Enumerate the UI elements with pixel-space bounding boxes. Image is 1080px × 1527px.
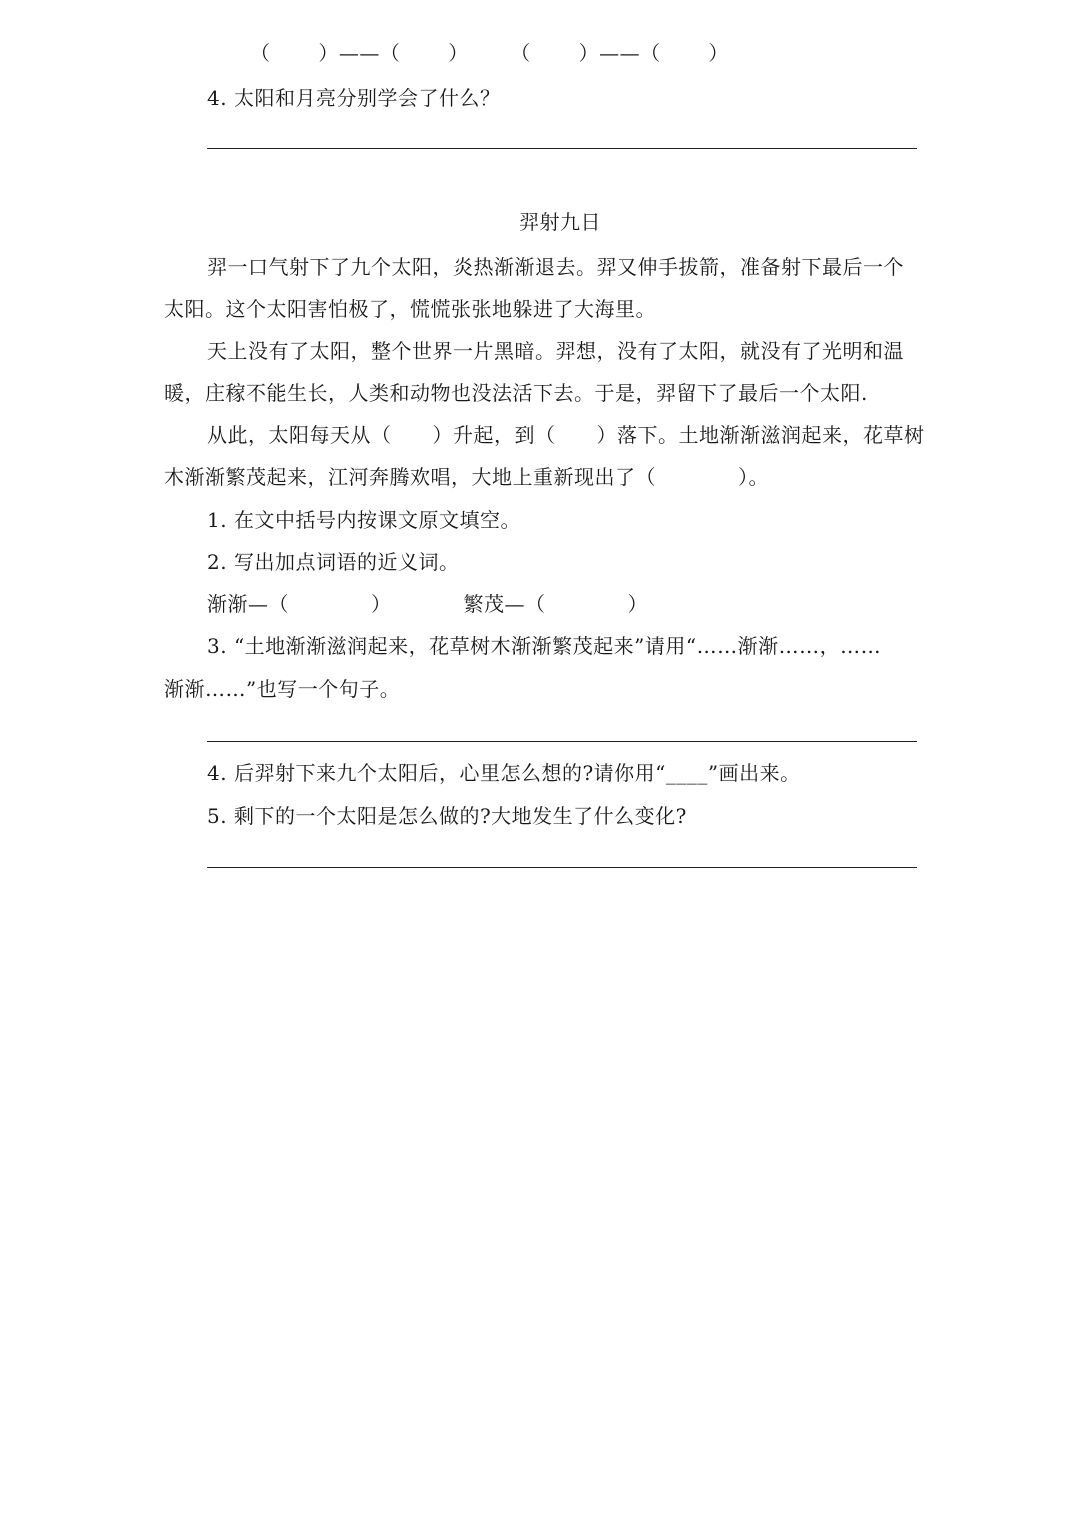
question-2: 2. 写出加点词语的近义词。 xyxy=(207,550,460,574)
passage-p2-line2: 暖，庄稼不能生长，人类和动物也没法活下去。于是，羿留下了最后一个太阳. xyxy=(164,381,868,405)
question-3-line1: 3. “土地渐渐滋润起来，花草树木渐渐繁茂起来”请用“……渐渐……，…… xyxy=(207,634,882,658)
question-3-line2: 渐渐……”也写一个句子。 xyxy=(164,677,401,701)
passage-title: 羿射九日 xyxy=(519,210,601,234)
question-4-top: 4. 太阳和月亮分别学会了什么？ xyxy=(207,86,501,110)
answer-line-2 xyxy=(207,741,917,742)
answer-line-3 xyxy=(207,867,917,868)
question-2-pairs: 渐渐—（ ） 繁茂—（ ） xyxy=(207,592,648,616)
question-1: 1. 在文中括号内按课文原文填空。 xyxy=(207,508,521,532)
passage-p2-line1: 天上没有了太阳，整个世界一片黑暗。羿想，没有了太阳，就没有了光明和温 xyxy=(207,339,904,363)
passage-p3-line2: 木渐渐繁茂起来，江河奔腾欢唱，大地上重新现出了（ ）。 xyxy=(164,465,769,489)
passage-p1-line2: 太阳。这个太阳害怕极了，慌慌张张地躲进了大海里。 xyxy=(164,297,656,321)
question-4: 4. 后羿射下来九个太阳后，心里怎么想的?请你用“____”画出来。 xyxy=(207,761,801,785)
question-5: 5. 剩下的一个太阳是怎么做的?大地发生了什么变化? xyxy=(207,804,687,828)
answer-line-1 xyxy=(207,148,917,149)
passage-p3-line1: 从此，太阳每天从（ ）升起，到（ ）落下。土地渐渐滋润起来，花草树 xyxy=(207,423,925,447)
passage-p1-line1: 羿一口气射下了九个太阳，炎热渐渐退去。羿又伸手拔箭，准备射下最后一个 xyxy=(207,255,904,279)
synonym-pairs-line: （ ）——（ ） （ ）——（ ） xyxy=(250,41,729,65)
